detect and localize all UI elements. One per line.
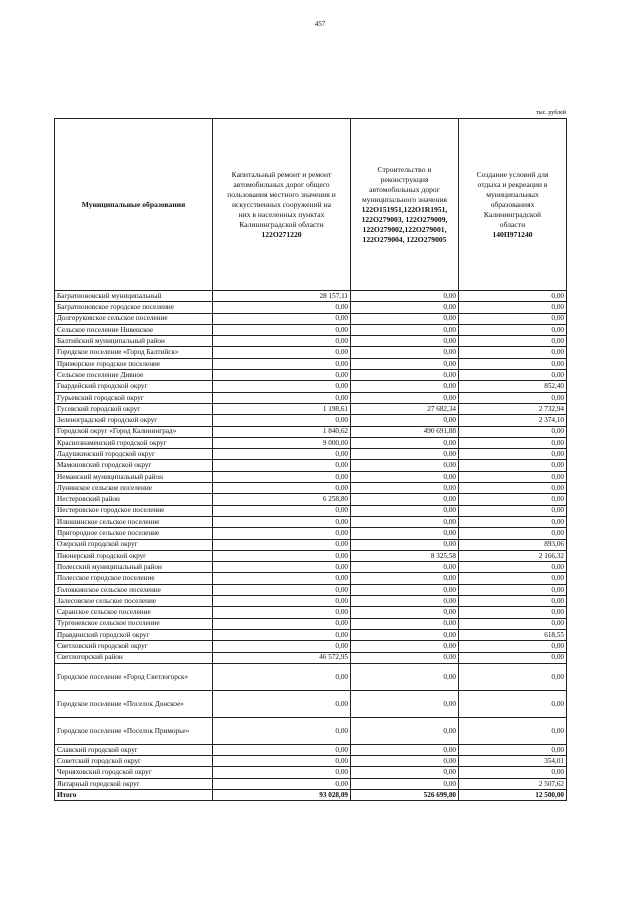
recreation-value: 0,00: [459, 505, 567, 516]
header-code: 122O151951,122O1R1951,: [361, 204, 448, 214]
municipality-name: Пионерский городской округ: [55, 550, 213, 561]
recreation-value: 618,55: [459, 629, 567, 640]
construction-value: 0,00: [351, 471, 459, 482]
capital-repair-value: 0,00: [213, 756, 351, 767]
table-row: [55, 313, 567, 324]
capital-repair-value: 0,00: [213, 767, 351, 778]
municipality-name: Неманский муниципальный район: [55, 471, 213, 482]
recreation-value: 0,00: [459, 483, 567, 494]
capital-repair-value: 0,00: [213, 505, 351, 516]
capital-repair-value: 0,00: [213, 347, 351, 358]
construction-value: 0,00: [351, 437, 459, 448]
capital-repair-value: 0,00: [213, 516, 351, 527]
table-row: [55, 516, 567, 527]
municipality-name: Саранское сельское поселение: [55, 607, 213, 618]
header-row: [55, 119, 567, 291]
table-row: [55, 324, 567, 335]
header-line: автомобильных дорог общего: [233, 179, 330, 189]
construction-value: 0,00: [351, 629, 459, 640]
capital-repair-value: 0,00: [213, 550, 351, 561]
municipality-name: Светловский городской округ: [55, 641, 213, 652]
table-body: [55, 291, 567, 790]
municipality-name: Правдинский городской округ: [55, 629, 213, 640]
construction-value: 0,00: [351, 717, 459, 744]
construction-value: 0,00: [351, 505, 459, 516]
header-line: образованиях: [490, 199, 535, 209]
municipality-name: Илюшинское сельское поселение: [55, 516, 213, 527]
header-line: области: [499, 219, 526, 229]
capital-repair-value: 1 198,61: [213, 403, 351, 414]
construction-value: 0,00: [351, 641, 459, 652]
municipality-name: Балтийский муниципальный район: [55, 336, 213, 347]
capital-repair-value: 0,00: [213, 607, 351, 618]
capital-repair-value: 0,00: [213, 449, 351, 460]
page-number: 457: [314, 20, 326, 28]
recreation-value: 0,00: [459, 460, 567, 471]
capital-repair-value: 0,00: [213, 415, 351, 426]
table-row: [55, 596, 567, 607]
municipality-name: Славский городской округ: [55, 744, 213, 755]
table-row: [55, 347, 567, 358]
construction-value: 0,00: [351, 347, 459, 358]
recreation-value: 0,00: [459, 528, 567, 539]
municipality-name: Сельское поселение Дивное: [55, 370, 213, 381]
municipality-name: Пригородное сельское поселение: [55, 528, 213, 539]
header-line: муниципальных: [486, 189, 539, 199]
capital-repair-value: 1 840,62: [213, 426, 351, 437]
table-row: [55, 471, 567, 482]
construction-value: 0,00: [351, 573, 459, 584]
recreation-value: 0,00: [459, 744, 567, 755]
capital-repair-value: 0,00: [213, 302, 351, 313]
construction-value: 0,00: [351, 302, 459, 313]
header-municipality: Муниципальные образования: [55, 119, 213, 291]
capital-repair-value: 0,00: [213, 663, 351, 690]
recreation-value: 0,00: [459, 471, 567, 482]
construction-value: 0,00: [351, 483, 459, 494]
municipality-name: Городской округ «Город Калининград»: [55, 426, 213, 437]
recreation-value: 0,00: [459, 641, 567, 652]
capital-repair-value: 0,00: [213, 392, 351, 403]
capital-repair-value: 6 258,80: [213, 494, 351, 505]
recreation-value: 0,00: [459, 449, 567, 460]
municipality-name: Мамоновский городской округ: [55, 460, 213, 471]
recreation-value: 0,00: [459, 358, 567, 369]
construction-value: 0,00: [351, 744, 459, 755]
construction-value: 0,00: [351, 584, 459, 595]
municipality-name: Озерский городской округ: [55, 539, 213, 550]
recreation-value: 0,00: [459, 437, 567, 448]
municipality-name: Краснознаменский городской округ: [55, 437, 213, 448]
municipality-name: Сельское поселение Нивенское: [55, 324, 213, 335]
municipality-name: Зеленоградский городской округ: [55, 415, 213, 426]
table-row: [55, 778, 567, 789]
construction-value: 0,00: [351, 596, 459, 607]
construction-value: 0,00: [351, 392, 459, 403]
recreation-value: 0,00: [459, 690, 567, 717]
header-code: 122O279003, 122O279009,: [361, 214, 448, 224]
construction-value: 8 325,58: [351, 550, 459, 561]
header-line: пользования местного значения и: [227, 189, 336, 199]
header-line: Строительство и: [377, 164, 432, 174]
header-code: 122O271220: [261, 229, 302, 239]
municipality-name: Ладушкинский городской округ: [55, 449, 213, 460]
recreation-value: 0,00: [459, 516, 567, 527]
capital-repair-value: 28 157,11: [213, 291, 351, 302]
construction-value: 0,00: [351, 663, 459, 690]
capital-repair-value: 0,00: [213, 313, 351, 324]
construction-value: 0,00: [351, 358, 459, 369]
capital-repair-value: 0,00: [213, 358, 351, 369]
header-line: Создание условий для: [476, 169, 549, 179]
municipality-name: Приморское городское поселение: [55, 358, 213, 369]
municipality-name: Советский городской округ: [55, 756, 213, 767]
header-capital-repair: [213, 119, 351, 291]
capital-repair-value: 0,00: [213, 641, 351, 652]
recreation-value: 0,00: [459, 717, 567, 744]
header-line: Калининградской области: [239, 219, 324, 229]
header-construction: [351, 119, 459, 291]
header-line: реконструкция: [380, 174, 429, 184]
construction-value: 0,00: [351, 539, 459, 550]
construction-value: 0,00: [351, 494, 459, 505]
table-row: [55, 663, 567, 690]
header-line: Капитальный ремонт и ремонт: [231, 169, 332, 179]
recreation-value: 0,00: [459, 573, 567, 584]
municipality-name: Полесский муниципальный район: [55, 562, 213, 573]
construction-value: 0,00: [351, 336, 459, 347]
table-row: [55, 618, 567, 629]
table-row: [55, 381, 567, 392]
table-row: [55, 291, 567, 302]
capital-repair-value: 0,00: [213, 573, 351, 584]
table-row: [55, 437, 567, 448]
table-row: [55, 744, 567, 755]
table-row: [55, 584, 567, 595]
construction-value: 0,00: [351, 516, 459, 527]
units-label: тыс. рублей: [536, 110, 566, 116]
municipality-name: Городское поселение «Город Светлогорск»: [55, 663, 213, 690]
construction-value: 0,00: [351, 690, 459, 717]
table-row: [55, 528, 567, 539]
construction-value: 0,00: [351, 381, 459, 392]
table-row: [55, 449, 567, 460]
recreation-value: 0,00: [459, 313, 567, 324]
recreation-value: 354,01: [459, 756, 567, 767]
capital-repair-value: 0,00: [213, 778, 351, 789]
budget-table: [54, 118, 567, 801]
header-code: 140П971240: [492, 229, 533, 239]
construction-value: 0,00: [351, 652, 459, 663]
total-capital-repair: 93 028,09: [213, 789, 351, 801]
table-row: [55, 505, 567, 516]
recreation-value: 2 507,62: [459, 778, 567, 789]
table-row: [55, 652, 567, 663]
municipality-name: Городское поселение «Город Балтийск»: [55, 347, 213, 358]
table-row: [55, 426, 567, 437]
recreation-value: 2 166,32: [459, 550, 567, 561]
construction-value: 0,00: [351, 324, 459, 335]
recreation-value: 0,00: [459, 618, 567, 629]
recreation-value: 0,00: [459, 302, 567, 313]
construction-value: 0,00: [351, 562, 459, 573]
recreation-value: 0,00: [459, 426, 567, 437]
table-row: [55, 573, 567, 584]
table-row: [55, 403, 567, 414]
recreation-value: 0,00: [459, 663, 567, 690]
construction-value: 0,00: [351, 767, 459, 778]
recreation-value: 0,00: [459, 347, 567, 358]
recreation-value: 0,00: [459, 584, 567, 595]
recreation-value: 893,06: [459, 539, 567, 550]
municipality-name: Нестеровское городское поселение: [55, 505, 213, 516]
municipality-name: Светлогорский район: [55, 652, 213, 663]
table-row: [55, 562, 567, 573]
table-row: [55, 392, 567, 403]
capital-repair-value: 0,00: [213, 336, 351, 347]
municipality-name: Полесское городское поселение: [55, 573, 213, 584]
construction-value: 0,00: [351, 618, 459, 629]
capital-repair-value: 0,00: [213, 596, 351, 607]
construction-value: 0,00: [351, 313, 459, 324]
recreation-value: 852,40: [459, 381, 567, 392]
recreation-value: 0,00: [459, 370, 567, 381]
table-row: [55, 336, 567, 347]
header-line: них в населенных пунктах: [238, 209, 325, 219]
construction-value: 0,00: [351, 528, 459, 539]
construction-value: 490 691,88: [351, 426, 459, 437]
header-line: искусственных сооружений на: [231, 199, 332, 209]
capital-repair-value: 0,00: [213, 528, 351, 539]
capital-repair-value: 0,00: [213, 629, 351, 640]
capital-repair-value: 0,00: [213, 584, 351, 595]
table-row: [55, 460, 567, 471]
construction-value: 0,00: [351, 778, 459, 789]
total-recreation: 12 500,00: [459, 789, 567, 801]
total-construction: 526 699,80: [351, 789, 459, 801]
construction-value: 27 682,34: [351, 403, 459, 414]
construction-value: 0,00: [351, 370, 459, 381]
table-row: [55, 415, 567, 426]
table-row: [55, 629, 567, 640]
header-line: Калининградской: [483, 209, 542, 219]
construction-value: 0,00: [351, 449, 459, 460]
municipality-name: Багратионовское городское поселение: [55, 302, 213, 313]
municipality-name: Гвардейский городской округ: [55, 381, 213, 392]
recreation-value: 0,00: [459, 607, 567, 618]
municipality-name: Багратионовский муниципальный: [55, 291, 213, 302]
recreation-value: 0,00: [459, 324, 567, 335]
construction-value: 0,00: [351, 756, 459, 767]
capital-repair-value: 0,00: [213, 562, 351, 573]
capital-repair-value: 0,00: [213, 324, 351, 335]
municipality-name: Гурьевский городской округ: [55, 392, 213, 403]
recreation-value: 2 732,94: [459, 403, 567, 414]
capital-repair-value: 0,00: [213, 744, 351, 755]
table-row: [55, 690, 567, 717]
table-row: [55, 358, 567, 369]
recreation-value: 0,00: [459, 652, 567, 663]
municipality-name: Долгоруковское сельское поселение: [55, 313, 213, 324]
municipality-name: Залесовское сельское поселение: [55, 596, 213, 607]
table-row: [55, 767, 567, 778]
municipality-name: Городское поселение «Поселок Приморье»: [55, 717, 213, 744]
header-line: муниципального значения: [361, 194, 448, 204]
header-code: 122O279004, 122O279005: [362, 234, 447, 244]
capital-repair-value: 0,00: [213, 539, 351, 550]
capital-repair-value: 0,00: [213, 717, 351, 744]
construction-value: 0,00: [351, 607, 459, 618]
capital-repair-value: 0,00: [213, 483, 351, 494]
construction-value: 0,00: [351, 415, 459, 426]
recreation-value: 2 374,10: [459, 415, 567, 426]
municipality-name: Лунинское сельское поселение: [55, 483, 213, 494]
recreation-value: 0,00: [459, 336, 567, 347]
total-label: Итого: [55, 789, 213, 801]
table-row: [55, 550, 567, 561]
capital-repair-value: 9 000,00: [213, 437, 351, 448]
construction-value: 0,00: [351, 460, 459, 471]
recreation-value: 0,00: [459, 291, 567, 302]
table-row: [55, 641, 567, 652]
table-row: [55, 494, 567, 505]
municipality-name: Черняховский городской округ: [55, 767, 213, 778]
recreation-value: 0,00: [459, 596, 567, 607]
recreation-value: 0,00: [459, 562, 567, 573]
recreation-value: 0,00: [459, 392, 567, 403]
total-row: [55, 789, 567, 801]
header-recreation: [459, 119, 567, 291]
recreation-value: 0,00: [459, 494, 567, 505]
table-row: [55, 756, 567, 767]
table-row: [55, 370, 567, 381]
table-row: [55, 607, 567, 618]
municipality-name: Городское поселение «Поселок Донское»: [55, 690, 213, 717]
municipality-name: Нестеровский район: [55, 494, 213, 505]
capital-repair-value: 0,00: [213, 618, 351, 629]
capital-repair-value: 0,00: [213, 471, 351, 482]
municipality-name: Гусевский городской округ: [55, 403, 213, 414]
table-row: [55, 717, 567, 744]
capital-repair-value: 0,00: [213, 370, 351, 381]
header-line: отдыха и рекреации в: [477, 179, 548, 189]
header-line: автомобильных дорог: [369, 184, 440, 194]
header-code: 122O279002,122O279001,: [362, 224, 447, 234]
municipality-name: Янтарный городской округ: [55, 778, 213, 789]
recreation-value: 0,00: [459, 767, 567, 778]
municipality-name: Головкинское сельское поселение: [55, 584, 213, 595]
table-row: [55, 483, 567, 494]
municipality-name: Тургеневское сельское поселение: [55, 618, 213, 629]
table-row: [55, 539, 567, 550]
construction-value: 0,00: [351, 291, 459, 302]
capital-repair-value: 0,00: [213, 690, 351, 717]
capital-repair-value: 0,00: [213, 460, 351, 471]
table-row: [55, 302, 567, 313]
capital-repair-value: 0,00: [213, 381, 351, 392]
capital-repair-value: 46 572,95: [213, 652, 351, 663]
